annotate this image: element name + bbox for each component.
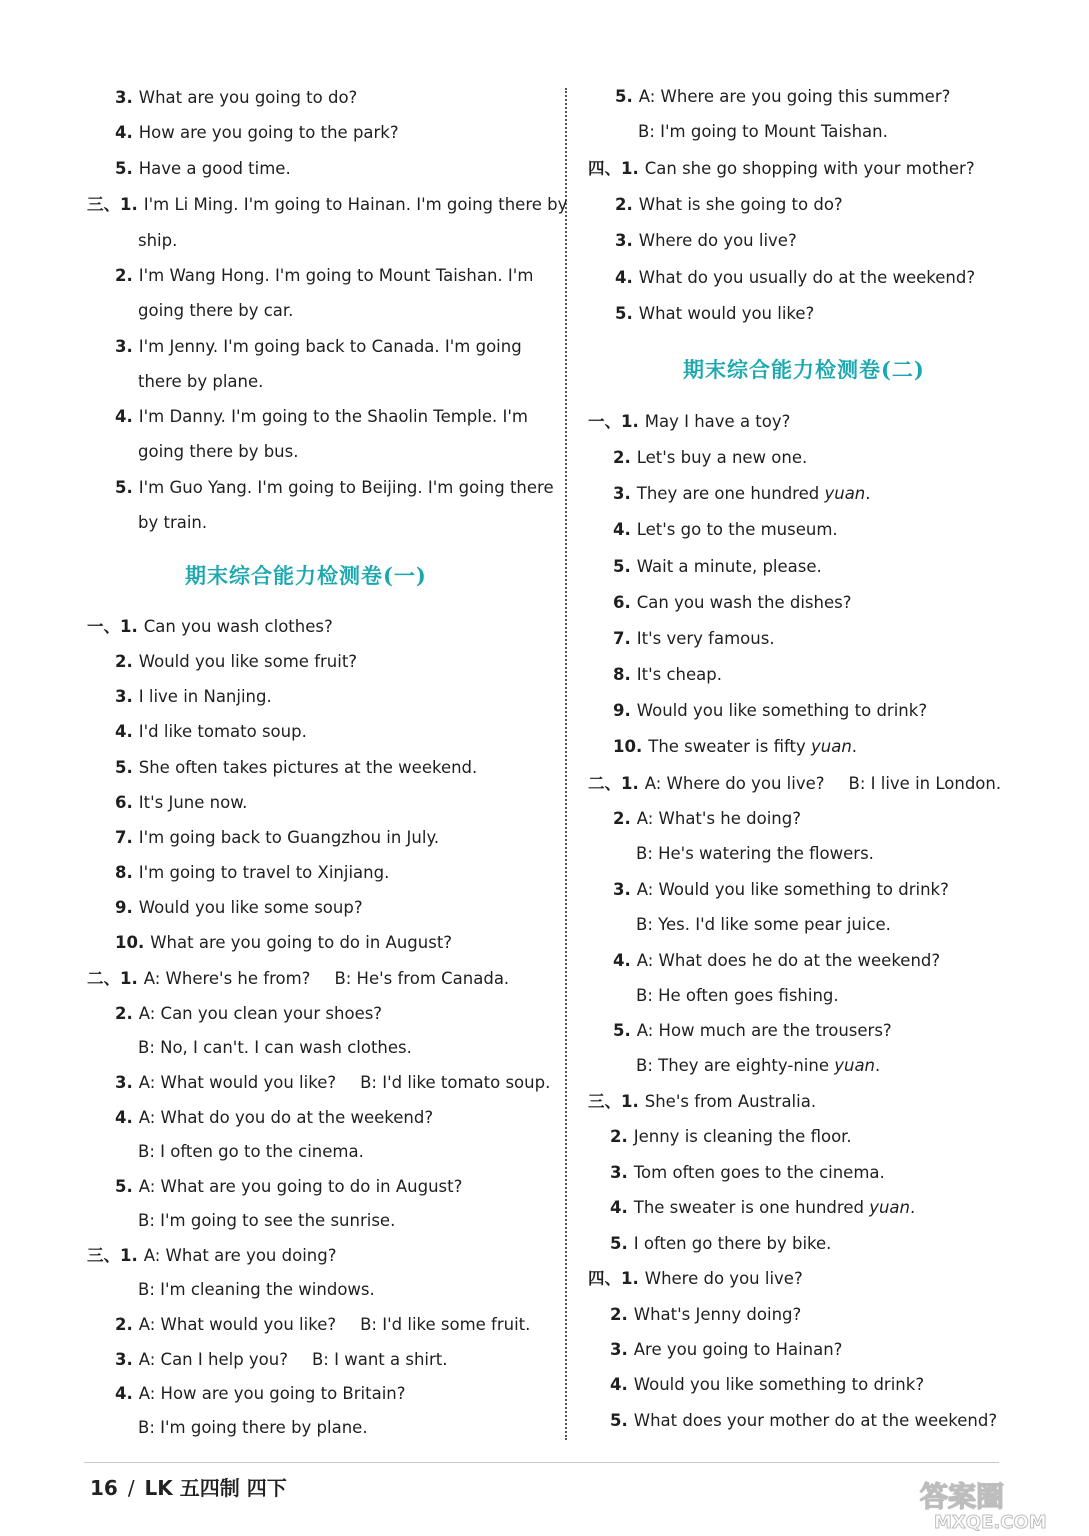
answer-line: 2. What is she going to do? (615, 195, 843, 214)
answer-line: 7. It's very famous. (613, 629, 775, 648)
answer-line: 2. A: What's he doing? (613, 809, 801, 828)
answer-line: 四、1. Where do you live? (588, 1269, 803, 1288)
answer-line: 4. What do you usually do at the weekend? (615, 268, 976, 287)
answer-line: 三、1. A: What are you doing? (87, 1246, 337, 1265)
answer-line: 5. I'm Guo Yang. I'm going to Beijing. I'm going there (115, 478, 554, 497)
answer-line: 三、1. She's from Australia. (588, 1092, 817, 1111)
answer-line: 2. A: What would you like? B: I'd like some fruit. (115, 1315, 531, 1334)
answer-line-cont: B: I'm going there by plane. (138, 1418, 368, 1437)
answer-line: 3. I live in Nanjing. (115, 687, 272, 706)
answer-line: 5. A: What are you going to do in August? (115, 1177, 463, 1196)
answer-line: 一、1. Can you wash clothes? (87, 617, 333, 636)
answer-line: 4. I'm Danny. I'm going to the Shaolin Temple. I'm (115, 407, 528, 426)
answer-line: 5. A: Where are you going this summer? (615, 87, 951, 106)
answer-line-cont: B: I'm cleaning the windows. (138, 1280, 375, 1299)
answer-line: 3. A: What would you like? B: I'd like tomato soup. (115, 1073, 551, 1092)
answer-line-cont: B: I'm going to Mount Taishan. (638, 122, 888, 141)
answer-line: 3. They are one hundred yuan. (613, 484, 871, 503)
footer-rule (84, 1462, 999, 1463)
column-divider (565, 88, 567, 1440)
answer-line: 2. Let's buy a new one. (613, 448, 808, 467)
answer-line: 4. A: What does he do at the weekend? (613, 951, 941, 970)
answer-line: 5. What would you like? (615, 304, 815, 323)
answer-line: 一、1. May I have a toy? (588, 412, 791, 431)
section-title: 期末综合能力检测卷(一) (185, 563, 427, 588)
answer-line: 4. Would you like something to drink? (610, 1375, 925, 1394)
answer-line: 5. What does your mother do at the weekend? (610, 1411, 998, 1430)
answer-line-cont: B: No, I can't. I can wash clothes. (138, 1038, 412, 1057)
answer-line: 5. Wait a minute, please. (613, 557, 822, 576)
answer-line: 3. What are you going to do? (115, 88, 358, 107)
page-footer (90, 1472, 287, 1501)
answer-line-cont: B: They are eighty-nine yuan. (636, 1056, 881, 1075)
answer-line: 4. The sweater is one hundred yuan. (610, 1198, 916, 1217)
answer-line: 三、1. I'm Li Ming. I'm going to Hainan. I'm going there by (87, 195, 568, 214)
answer-line: 4. Let's go to the museum. (613, 520, 838, 539)
answer-line: 2. What's Jenny doing? (610, 1305, 802, 1324)
answer-line: 8. It's cheap. (613, 665, 722, 684)
section-title: 期末综合能力检测卷(二) (683, 357, 925, 382)
page-number: 16 (90, 1476, 118, 1500)
answer-line: 4. How are you going to the park? (115, 123, 399, 142)
answer-line: 4. I'd like tomato soup. (115, 722, 307, 741)
footer-slash: / (127, 1476, 135, 1500)
answer-line: 3. Where do you live? (615, 231, 797, 250)
answer-line: 2. A: Can you clean your shoes? (115, 1004, 383, 1023)
answer-line: 4. A: How are you going to Britain? (115, 1384, 406, 1403)
answer-line: 5. She often takes pictures at the weekend. (115, 758, 478, 777)
answer-line: 3. A: Would you like something to drink? (613, 880, 949, 899)
answer-line: 3. Tom often goes to the cinema. (610, 1163, 885, 1182)
answer-line: 3. A: Can I help you? B: I want a shirt. (115, 1350, 448, 1369)
answer-line: 5. Have a good time. (115, 159, 291, 178)
watermark-logo (906, 1476, 1081, 1532)
answer-line: 7. I'm going back to Guangzhou in July. (115, 828, 440, 847)
answer-line: 2. Would you like some fruit? (115, 652, 358, 671)
answer-line-cont: ship. (138, 231, 178, 250)
answer-line: 10. What are you going to do in August? (115, 933, 453, 952)
answer-line: 5. A: How much are the trousers? (613, 1021, 892, 1040)
answer-line: 2. Jenny is cleaning the floor. (610, 1127, 852, 1146)
answer-line: 二、1. A: Where do you live? B: I live in London. (588, 774, 1002, 793)
answer-line-cont: going there by car. (138, 301, 294, 320)
answer-line-cont: there by plane. (138, 372, 264, 391)
answer-line-cont: going there by bus. (138, 442, 299, 461)
answer-line-cont: B: I'm going to see the sunrise. (138, 1211, 396, 1230)
answer-line: 3. Are you going to Hainan? (610, 1340, 843, 1359)
watermark-bottom: MXQE.COM (934, 1512, 1047, 1532)
answer-line: 5. I often go there by bike. (610, 1234, 832, 1253)
answer-line: 6. Can you wash the dishes? (613, 593, 852, 612)
answer-line: 9. Would you like something to drink? (613, 701, 928, 720)
watermark-top: 答案圈 (920, 1480, 1005, 1513)
answer-line: 9. Would you like some soup? (115, 898, 363, 917)
answer-line: 2. I'm Wang Hong. I'm going to Mount Taishan. I'm (115, 266, 534, 285)
answer-line-cont: B: Yes. I'd like some pear juice. (636, 915, 891, 934)
answer-line: 4. A: What do you do at the weekend? (115, 1108, 434, 1127)
answer-line-cont: B: He's watering the flowers. (636, 844, 874, 863)
answer-line: 6. It's June now. (115, 793, 248, 812)
answer-line-cont: B: He often goes fishing. (636, 986, 839, 1005)
answer-line: 二、1. A: Where's he from? B: He's from Canada. (87, 969, 510, 988)
answer-line-cont: B: I often go to the cinema. (138, 1142, 364, 1161)
book-code: LK 五四制 四下 (144, 1476, 287, 1500)
answer-line: 四、1. Can she go shopping with your mother? (588, 159, 975, 178)
answer-line: 8. I'm going to travel to Xinjiang. (115, 863, 390, 882)
answer-line-cont: by train. (138, 513, 208, 532)
answer-line: 10. The sweater is fifty yuan. (613, 737, 858, 756)
answer-line: 3. I'm Jenny. I'm going back to Canada. I'm going (115, 337, 522, 356)
